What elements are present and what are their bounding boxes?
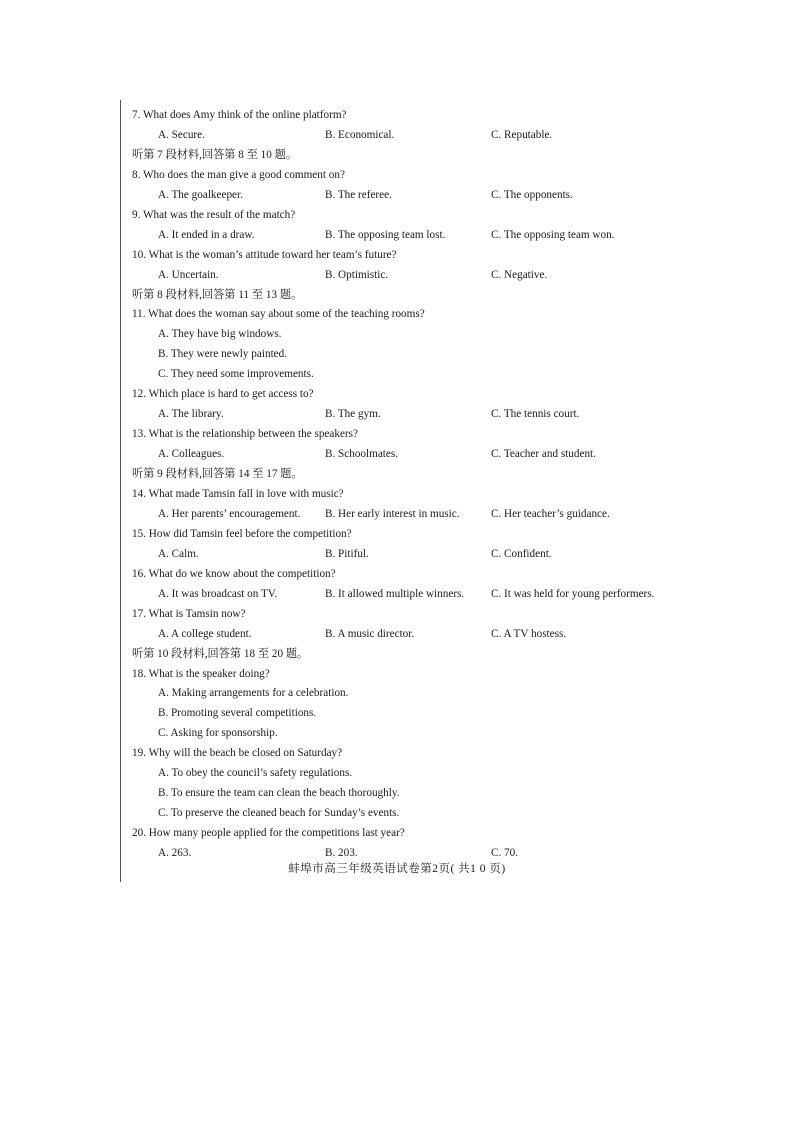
question-text: 17. What is Tamsin now? [132,607,246,620]
options-row [132,266,732,286]
answer-option: A. They have big windows. [158,328,282,341]
answer-option: B. They were newly painted. [158,348,288,361]
answer-option: A. A college student. [158,627,252,640]
answer-option: A. It ended in a draw. [158,228,255,241]
answer-option: C. The tennis court. [491,408,580,421]
answer-option: B. The referee. [325,188,392,201]
question-text: 14. What made Tamsin fall in love with music? [132,488,344,501]
page-footer: 蚌埠市高三年级英语试卷第2页( 共1 0 页) [288,863,506,875]
answer-option: A. Making arrangements for a celebration. [158,687,349,700]
answer-option: C. Negative. [491,268,548,281]
margin-line [120,100,121,882]
question-text: 7. What does Amy think of the online platform? [132,109,347,121]
options-row [132,405,732,425]
answer-option: C. To preserve the cleaned beach for Sunday’s events. [158,807,400,820]
answer-option: B. Her early interest in music. [325,507,460,520]
answer-option: C. A TV hostess. [491,627,567,640]
question-text: 15. How did Tamsin feel before the competition? [132,527,352,540]
options-row [132,505,732,525]
answer-option: B. It allowed multiple winners. [325,587,465,600]
question-text: 16. What do we know about the competition? [132,567,336,580]
question-text: 8. Who does the man give a good comment on? [132,168,345,181]
answer-option: B. Pitiful. [325,547,369,560]
answer-option: C. The opponents. [491,188,573,201]
section-heading: 听第 8 段材料,回答第 11 至 13 题。 [132,288,303,301]
options-row [132,186,732,206]
answer-option: A. Uncertain. [158,268,219,281]
question-text: 9. What was the result of the match? [132,208,296,221]
options-row [132,585,732,605]
question-list [132,106,732,864]
answer-option: B. The opposing team lost. [325,228,446,241]
answer-option: B. To ensure the team can clean the beach thoroughly. [158,787,400,800]
answer-option: C. They need some improvements. [158,368,314,381]
answer-option: C. It was held for young performers. [491,587,655,600]
answer-option: A. The library. [158,408,224,421]
answer-option: A. Secure. [158,128,205,141]
question-text: 12. Which place is hard to get access to? [132,388,314,401]
section-heading: 听第 7 段材料,回答第 8 至 10 题。 [132,148,298,161]
question-text: 11. What does the woman say about some of the teaching rooms? [132,308,425,321]
answer-option: C. Confident. [491,547,552,560]
options-row [132,625,732,645]
answer-option: C. Asking for sponsorship. [158,727,278,740]
answer-option: C. 70. [491,847,519,860]
question-text: 18. What is the speaker doing? [132,667,270,680]
question-text: 13. What is the relationship between the speakers? [132,428,358,441]
answer-option: A. Colleagues. [158,448,225,461]
answer-option: B. Schoolmates. [325,448,399,461]
answer-option: B. The gym. [325,408,381,421]
answer-option: B. Promoting several competitions. [158,707,317,720]
options-row [132,545,732,565]
section-heading: 听第 9 段材料,回答第 14 至 17 题。 [132,468,303,481]
answer-option: A. 263. [158,847,192,860]
question-text: 19. Why will the beach be closed on Saturday? [132,747,343,760]
answer-option: C. Teacher and student. [491,448,596,461]
answer-option: B. A music director. [325,627,415,640]
answer-option: A. The goalkeeper. [158,188,243,201]
answer-option: C. Reputable. [491,128,553,141]
options-row [132,226,732,246]
section-heading: 听第 10 段材料,回答第 18 至 20 题。 [132,647,309,660]
answer-option: C. The opposing team won. [491,228,615,241]
answer-option: B. Optimistic. [325,268,389,281]
answer-option: A. It was broadcast on TV. [158,587,278,600]
answer-option: B. Economical. [325,128,395,141]
answer-option: A. Her parents’ encouragement. [158,507,301,520]
question-text: 20. How many people applied for the competitions last year? [132,827,405,840]
answer-option: C. Her teacher’s guidance. [491,507,610,520]
options-row [132,126,732,146]
options-row [132,445,732,465]
answer-option: A. Calm. [158,547,199,560]
answer-option: A. To obey the council’s safety regulations. [158,767,353,780]
question-text: 10. What is the woman’s attitude toward her team’s future? [132,248,397,261]
answer-option: B. 203. [325,847,358,860]
